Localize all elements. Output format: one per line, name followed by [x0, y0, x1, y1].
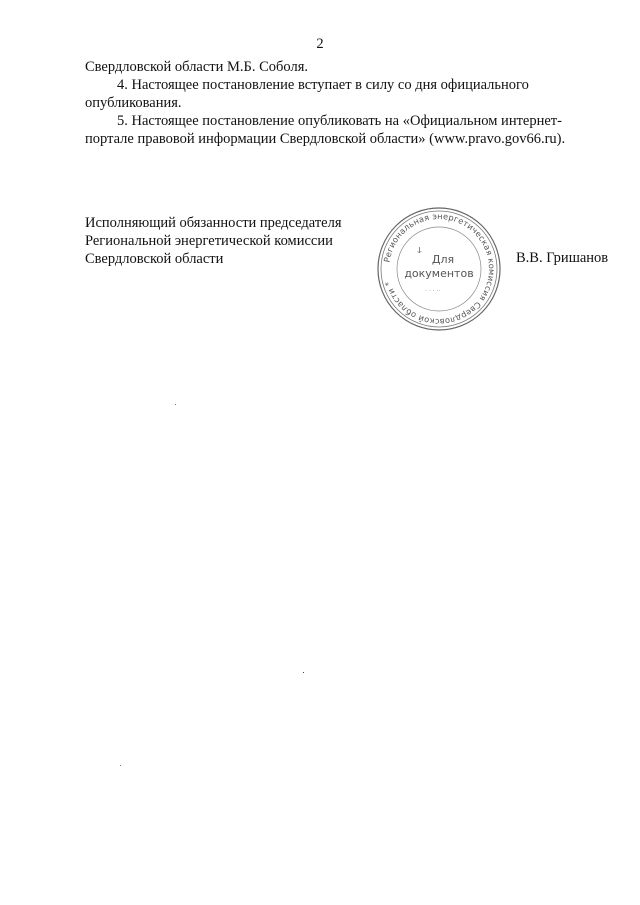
- document-body: [85, 58, 615, 148]
- signatory-title-line-3: Свердловской области: [85, 251, 224, 267]
- signatory-name: В.В. Гришанов: [516, 250, 609, 266]
- official-stamp: [375, 205, 503, 333]
- page-number: 2: [316, 36, 324, 52]
- paragraph-item-4-line-2: опубликования.: [85, 95, 182, 111]
- scan-speck: [175, 404, 176, 405]
- stamp-center-line-1: Для: [431, 253, 455, 266]
- scan-speck: [120, 765, 121, 766]
- scan-speck: [303, 672, 304, 673]
- signatory-title: [85, 214, 342, 268]
- svg-text:ↆ: ↆ: [417, 246, 422, 256]
- svg-text:. . . ..: . . . ..: [425, 286, 441, 293]
- stamp-center-line-2: документов: [404, 267, 474, 280]
- paragraph-continuation: Свердловской области М.Б. Соболя.: [85, 59, 309, 75]
- stamp-ring-text: Региональная энергетическая комиссия Свердловской области *: [381, 210, 498, 328]
- paragraph-item-5-line-2: портале правовой информации Свердловской области» (www.pravo.gov66.ru).: [85, 131, 566, 147]
- signatory-title-line-2: Региональной энергетической комиссии: [85, 233, 333, 249]
- paragraph-item-5-line-1: 5. Настоящее постановление опубликовать на «Официальном интернет-: [117, 113, 562, 129]
- stamp-seal-icon: [375, 205, 503, 333]
- signatory-title-line-1: Исполняющий обязанности председателя: [85, 215, 342, 231]
- paragraph-item-4-line-1: 4. Настоящее постановление вступает в силу со дня официального: [117, 77, 529, 93]
